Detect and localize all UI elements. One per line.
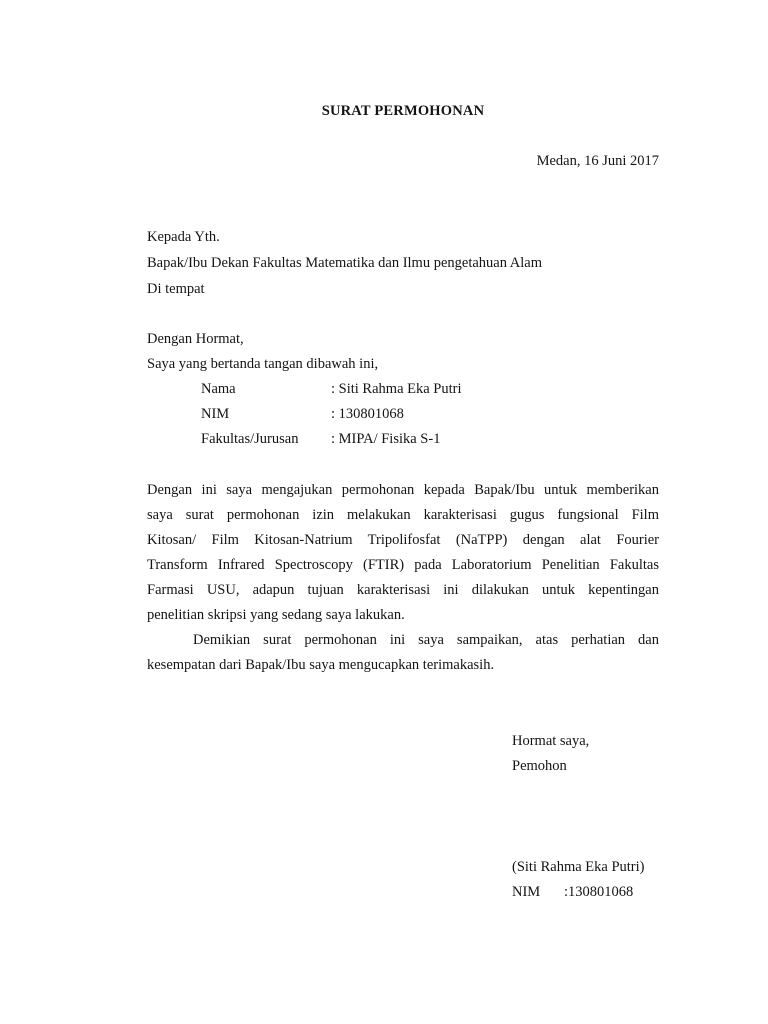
identity-row-faculty xyxy=(201,431,440,448)
signature-nim-value: :130801068 xyxy=(564,884,634,900)
signature-nim-label: NIM xyxy=(512,884,541,900)
signature-regards: Hormat saya, xyxy=(512,733,590,749)
signature-name: (Siti Rahma Eka Putri) xyxy=(512,859,645,875)
letter-title: SURAT PERMOHONAN xyxy=(321,103,485,119)
identity-row-nim xyxy=(201,406,404,423)
body-line-1: Dengan ini saya mengajukan permohonan kepada Bapak/Ibu untuk memberikan xyxy=(147,482,659,498)
signature-role: Pemohon xyxy=(512,758,567,774)
identity-value: : 130801068 xyxy=(331,406,404,422)
recipient-line-2: Bapak/Ibu Dekan Fakultas Matematika dan Ilmu pengetahuan Alam xyxy=(147,255,543,271)
closing-line-1: Demikian surat permohonan ini saya sampaikan, atas perhatian dan xyxy=(193,632,659,648)
body-line-2: saya surat permohonan izin melakukan karakterisasi gugus fungsional Film xyxy=(147,507,659,523)
identity-label: Nama xyxy=(201,381,236,397)
identity-row-name xyxy=(201,381,462,398)
body-line-5: Farmasi USU, adapun tujuan karakterisasi ini dilakukan untuk kepentingan xyxy=(147,582,659,598)
identity-label: NIM xyxy=(201,406,230,422)
closing-line-2: kesempatan dari Bapak/Ibu saya mengucapkan terimakasih. xyxy=(147,657,495,673)
recipient-line-3: Di tempat xyxy=(147,281,205,297)
intro-line: Saya yang bertanda tangan dibawah ini, xyxy=(147,356,379,372)
body-line-3: Kitosan/ Film Kitosan-Natrium Tripolifosfat (NaTPP) dengan alat Fourier xyxy=(147,532,659,548)
letter-date: Medan, 16 Juni 2017 xyxy=(536,153,659,169)
identity-value: : Siti Rahma Eka Putri xyxy=(331,381,462,397)
recipient-line-1: Kepada Yth. xyxy=(147,229,220,245)
body-line-4: Transform Infrared Spectroscopy (FTIR) pada Laboratorium Penelitian Fakultas xyxy=(147,557,659,573)
identity-label: Fakultas/Jurusan xyxy=(201,431,299,447)
body-line-6: penelitian skripsi yang sedang saya lakukan. xyxy=(147,607,405,623)
greeting: Dengan Hormat, xyxy=(147,331,244,347)
signature-nim xyxy=(512,884,633,901)
identity-value: : MIPA/ Fisika S-1 xyxy=(331,431,441,447)
